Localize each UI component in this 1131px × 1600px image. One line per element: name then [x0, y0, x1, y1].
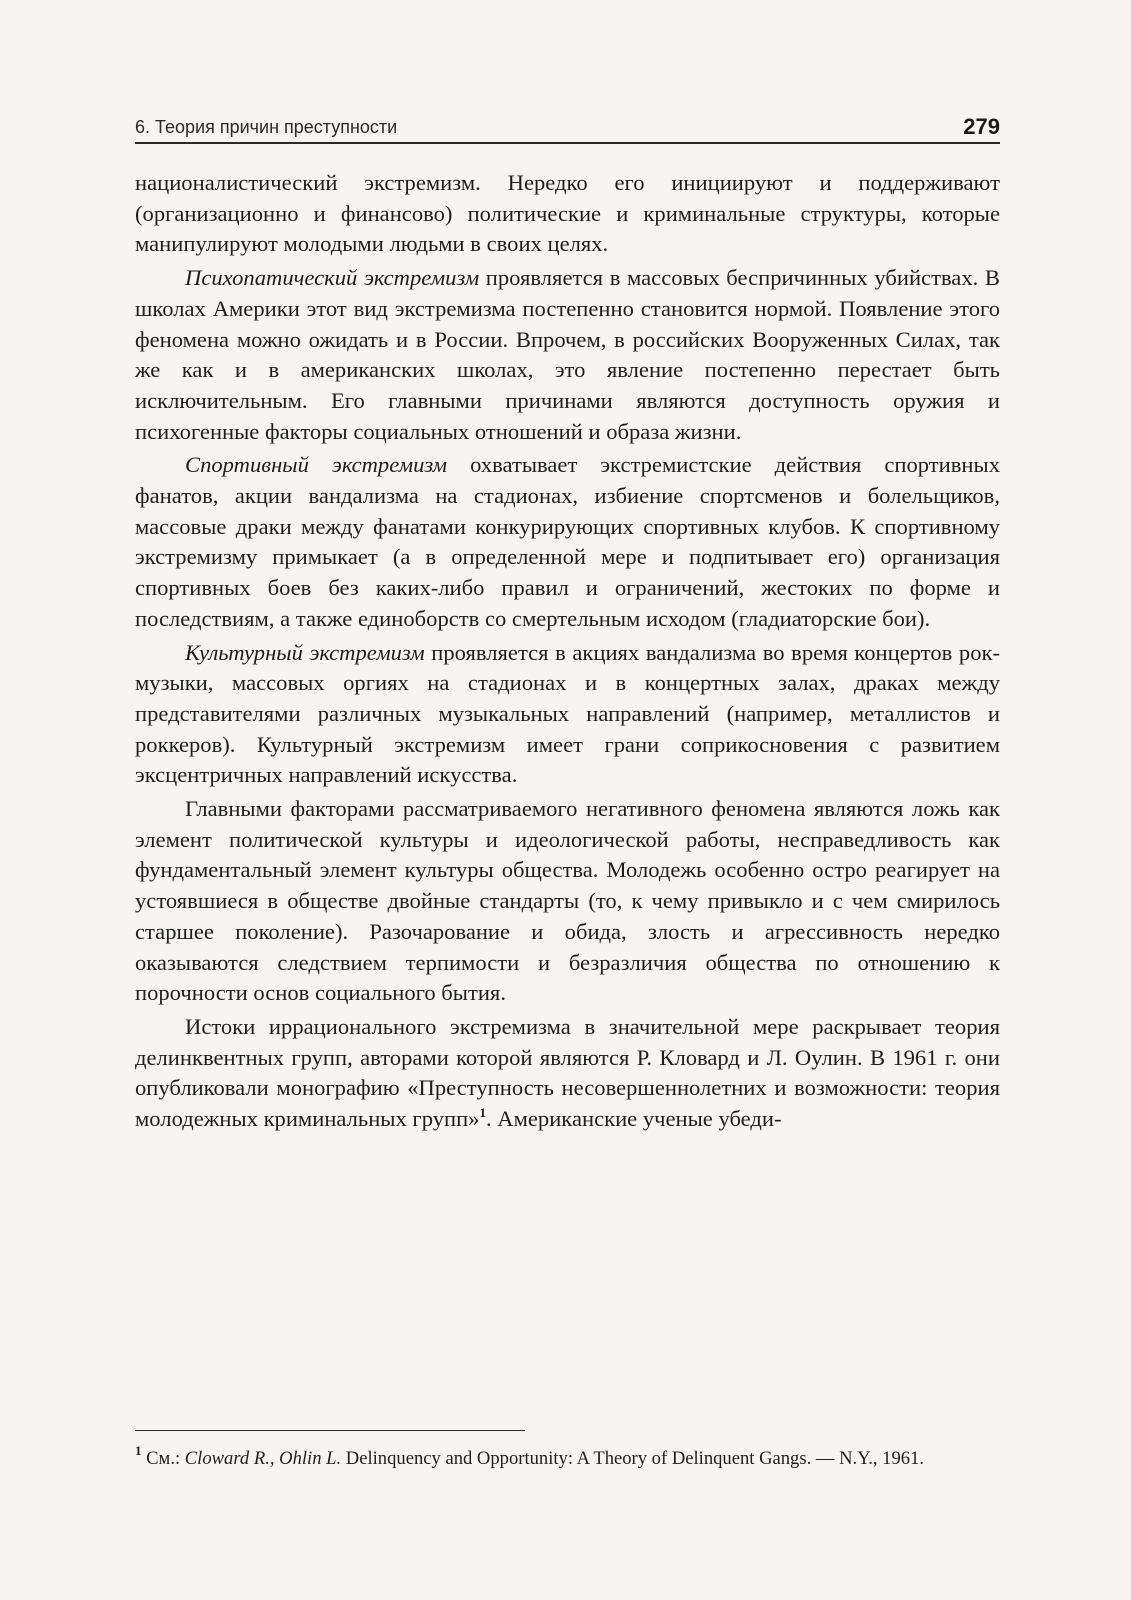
footnote-divider	[135, 1430, 525, 1431]
footnote: $^1$ См.: Cloward R., Ohlin L. Delinquency and Opportunity: A Theory of Delinquent Gangs. — N.Y., 1961.	[135, 1443, 925, 1469]
body-text	[135, 168, 1000, 1138]
paragraph-cultural-extremism: Культурный экстремизм проявляется в акциях вандализма во время концертов рок-музыки, массовых оргиях на стадионах и в концертных залах, драках между представителями различных музыкальных направлений (например, металлистов и роккеров). Культурный экстремизм имеет грани соприкосновения с развитием эксцентричных направлений искусства.	[135, 639, 1000, 788]
term-sports-extremism: Спортивный экстремизм	[185, 452, 448, 478]
paragraph-continuation: националистический экстремизм. Нередко его инициируют и поддерживают (организационно и финансово) политические и криминальные структуры, которые манипулируют молодыми людьми в своих целях.	[135, 170, 1000, 257]
paragraph-sports-extremism: Спортивный экстремизм охватывает экстремистские действия спортивных фанатов, акции вандализма на стадионах, избиение спортсменов и болельщиков, массовые драки между фанатами конкурирующих спортивных клубов. К спортивному экстремизму примыкает (а в определенной мере и подпитывает его) организация спортивных боев без каких-либо правил и ограничений, жестоких по форме и последствиям, а также единоборств со смертельным исходом (гладиаторские бои).	[135, 452, 1001, 631]
term-cultural-extremism: Культурный экстремизм	[185, 639, 425, 665]
paragraph-psychopathic-extremism: Психопатический экстремизм проявляется в массовых беспричинных убийствах. В школах Америки этот вид экстремизма постепенно становится нормой. Появление этого феномена можно ожидать и в России. Впрочем, в российских Вооруженных Силах, так же как и в американских школах, это явление постепенно перестает быть исключительным. Его главными причинами являются доступность оружия и психогенные факторы социальных отношений и образа жизни.	[135, 265, 1000, 444]
page-number: 279	[963, 114, 1000, 139]
paragraph-delinquent-groups: Истоки иррационального экстремизма в значительной мере раскрывает теория делинквентных групп, авторами которой являются Р. Кловард и Л. Оулин. В 1961 г. они опубликовали монографию «Преступность несовершеннолетних и возможности: теория молодежных криминальных групп»$^1$. Американские ученые убеди-	[135, 1013, 1000, 1132]
footnote-reference[interactable]: 1	[479, 1105, 486, 1121]
page-header	[135, 112, 1000, 144]
footnote-marker: 1	[135, 1443, 142, 1458]
term-psychopathic-extremism: Психопатический экстремизм	[185, 265, 480, 291]
paragraph-main-factors: Главными факторами рассматриваемого негативного феномена являются ложь как элемент политической культуры и идеологической работы, несправедливость как фундаментальный элемент культуры общества. Молодежь особенно остро реагирует на устоявшиеся в обществе двойные стандарты (то, к чему привыкло и с чем смирилось старшее поколение). Разочарование и обида, злость и агрессивность нередко оказываются следствием терпимости и безразличия общества по отношению к порочности основ социального бытия.	[135, 796, 1000, 1006]
running-head: 6. Теория причин преступности	[135, 117, 398, 137]
footnote-authors: Cloward R., Ohlin L.	[184, 1448, 342, 1469]
